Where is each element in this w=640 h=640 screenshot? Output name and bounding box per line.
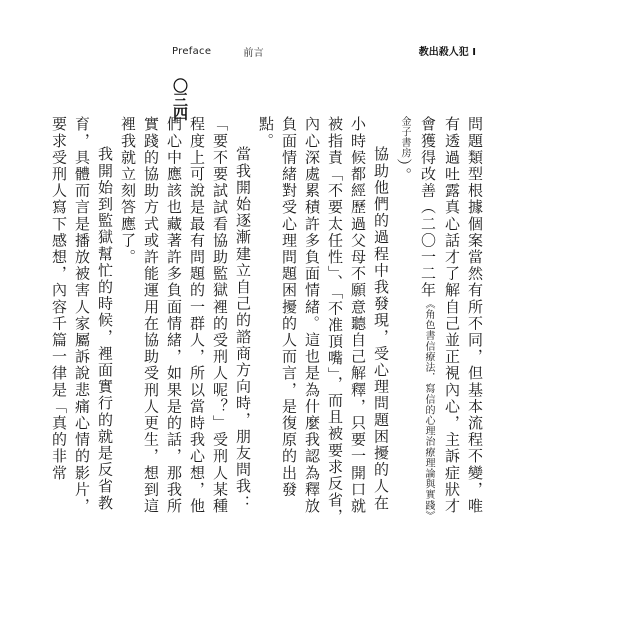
paragraph-text: 我開始到監獄幫忙的時候，裡面實行的就是反省教育，具體而言是播放被害人家屬訴說悲痛心情的影片，要求受刑人寫下感想，內容千篇一律是「真的非常	[50, 116, 114, 515]
paragraph-text: ）。	[395, 158, 413, 185]
running-header-book-title: 教出殺人犯 I	[418, 47, 476, 58]
paragraph-text: 當我開始逐漸建立自己的諮商方向時，朋友問我：「要不要試試看協助監獄裡的受刑人呢？」受刑人某種程度上可說是最有問題的一群人，所以當時我心想，他們心中應該也藏著許多負面情緒，如果是的話，那我所實踐的協助方式或許能運用在協助受刑人更生，想到這裡我就立刻答應了。	[119, 116, 252, 515]
paragraph-text: 問題類型根據個案當然有所不同，但基本流程不變，唯有透過吐露真心話才了解自己並正視內心，主訴症狀才會獲得改善（二〇一二年	[419, 116, 484, 515]
page-number: 〇三四	[171, 78, 189, 120]
running-header-left	[172, 44, 264, 59]
paragraph	[47, 116, 116, 526]
body-text	[50, 116, 486, 526]
citation-text: 《角色書信療法．寫信的心理治療理論與實踐》	[423, 298, 434, 522]
paragraph	[116, 116, 254, 526]
paragraph	[254, 116, 392, 526]
paragraph	[392, 116, 486, 526]
citation-text: 金子書房	[399, 116, 410, 159]
section-label-en: Preface	[172, 46, 212, 57]
section-label-zh: 前言	[243, 48, 264, 59]
paragraph-text: 協助他們的過程中我發現，受心理問題困擾的人在小時候都經歷過父母不願意聽自己解釋，只要一開口就被指責「不要太任性」、「不准頂嘴」，而且被要求反省，內心深處累積許多負面情緒。這也是為什麼我認為釋放負面情緒對受心理問題困擾的人而言，是復原的出發點。	[257, 116, 390, 526]
